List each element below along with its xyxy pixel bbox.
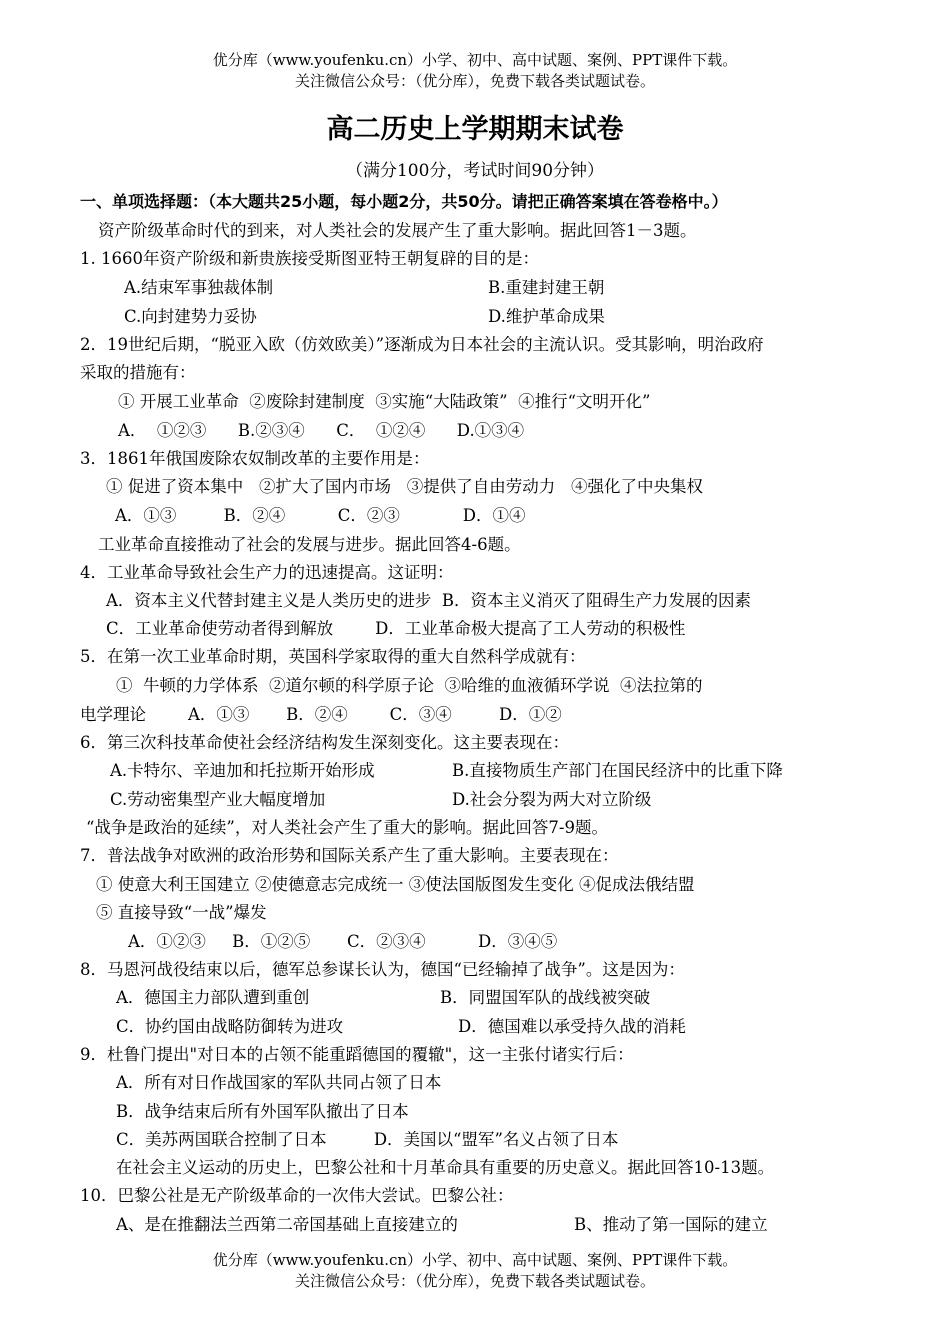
question-text: 5．在第一次工业革命时期，英国科学家取得的重大自然科学成就有： [80,647,586,666]
footer-line-2: 关注微信公众号：（优分库），免费下载各类试题试卷。 [294,1272,655,1290]
option-text: A.结束军事独裁体制 [124,278,274,297]
passage-intro: 资产阶级革命时代的到来，对人类社会的发展产生了重大影响。据此回答1－3题。 [98,221,697,240]
question-text: 9．杜鲁门提出"对日本的占领不能重蹈德国的覆辙"，这一主张付诸实行后： [80,1045,634,1064]
passage-intro: “战争是政治的延续”，对人类社会产生了重大的影响。据此回答7-9题。 [86,818,608,837]
option-text: C.向封建势力妥协 [124,307,257,326]
statement-list: ① 牛顿的力学体系 ②道尔顿的科学原子论 ③哈维的血液循环学说 ④法拉第的 [116,676,703,695]
option-text: D.维护革命成果 [488,307,605,326]
option-text: B．战争结束后所有外国军队撤出了日本 [116,1102,409,1121]
question-text: 1. 1660年资产阶级和新贵族接受斯图亚特王朝复辟的目的是： [80,249,539,268]
option-text: 电学理论 A．①③ B．②④ C．③④ D．①② [80,705,562,724]
option-text: C．工业革命使劳动者得到解放 D．工业革命极大提高了工人劳动的积极性 [106,619,686,638]
option-text: C．美苏两国联合控制了日本 D．美国以“盟军”名义占领了日本 [116,1130,619,1149]
option-text: C．协约国由战略防御转为进攻 [116,1017,344,1036]
option-text: A．资本主义代替封建主义是人类历史的进步 B．资本主义消灭了阻碍生产力发展的因素 [106,591,752,610]
header-line-1: 优分库（www.youfenku.cn）小学、初中、高中试题、案例、PPT课件下载。 [212,51,738,69]
option-text: A．①②③ B．①②⑤ C．②③④ D．③④⑤ [128,932,558,951]
passage-intro: 工业革命直接推动了社会的发展与进步。据此回答4-6题。 [98,535,521,554]
question-text: 4．工业革命导致社会生产力的迅速提高。这证明： [80,563,454,582]
question-text: 3．1861年俄国废除农奴制改革的主要作用是： [80,449,430,468]
question-text: 8．马恩河战役结束以后，德军总参谋长认为，德国“已经输掉了战争”。这是因为： [80,960,685,979]
header-line-2: 关注微信公众号：（优分库），免费下载各类试题试卷。 [294,72,655,90]
option-text: A． ①②③ B.②③④ C． ①②④ D.①③④ [118,421,525,440]
exam-subtitle: （满分100分，考试时间90分钟） [345,161,605,181]
statement-list: ⑤ 直接导致“一战”爆发 [96,903,267,922]
question-text: 2．19世纪后期，“脱亚入欧（仿效欧美）”逐渐成为日本社会的主流认识。受其影响，明治政府 [80,335,764,354]
option-text: A．①③ B．②④ C．②③ D．①④ [115,506,526,525]
option-text: C.劳动密集型产业大幅度增加 [110,790,326,809]
question-text: 10．巴黎公社是无产阶级革命的一次伟大尝试。巴黎公社： [80,1186,514,1205]
statement-list: ① 促进了资本集中 ②扩大了国内市场 ③提供了自由劳动力 ④强化了中央集权 [106,477,703,496]
option-text: A．德国主力部队遭到重创 [116,988,310,1007]
option-text: B．同盟国军队的战线被突破 [440,988,651,1007]
exam-title: 高二历史上学期期末试卷 [326,114,624,145]
option-text: B.直接物质生产部门在国民经济中的比重下降 [452,761,783,780]
statement-list: ① 开展工业革命 ②废除封建制度 ③实施“大陆政策” ④推行“文明开化” [118,392,651,411]
question-text: 6．第三次科技革命使社会经济结构发生深刻变化。这主要表现在： [80,733,569,752]
option-text: A.卡特尔、辛迪加和托拉斯开始形成 [110,761,375,780]
option-text: A．所有对日作战国家的军队共同占领了日本 [116,1073,442,1092]
option-text: D．德国难以承受持久战的消耗 [458,1017,686,1036]
option-text: D.社会分裂为两大对立阶级 [452,790,652,809]
statement-list: ① 使意大利王国建立 ②使德意志完成统一 ③使法国版图发生变化 ④促成法俄结盟 [96,875,695,894]
option-text: B.重建封建王朝 [488,278,605,297]
section-heading: 一、单项选择题：（本大题共25小题，每小题2分，共50分。请把正确答案填在答卷格中。） [80,192,728,211]
footer-line-1: 优分库（www.youfenku.cn）小学、初中、高中试题、案例、PPT课件下载。 [212,1251,738,1269]
question-text: 采取的措施有： [80,363,196,382]
passage-intro: 在社会主义运动的历史上，巴黎公社和十月革命具有重要的历史意义。据此回答10-13题。 [116,1158,775,1177]
question-text: 7．普法战争对欧洲的政治形势和国际关系产生了重大影响。主要表现在： [80,846,619,865]
option-text: A、是在推翻法兰西第二帝国基础上直接建立的 [116,1215,458,1234]
option-text: B、推动了第一国际的建立 [574,1215,768,1234]
